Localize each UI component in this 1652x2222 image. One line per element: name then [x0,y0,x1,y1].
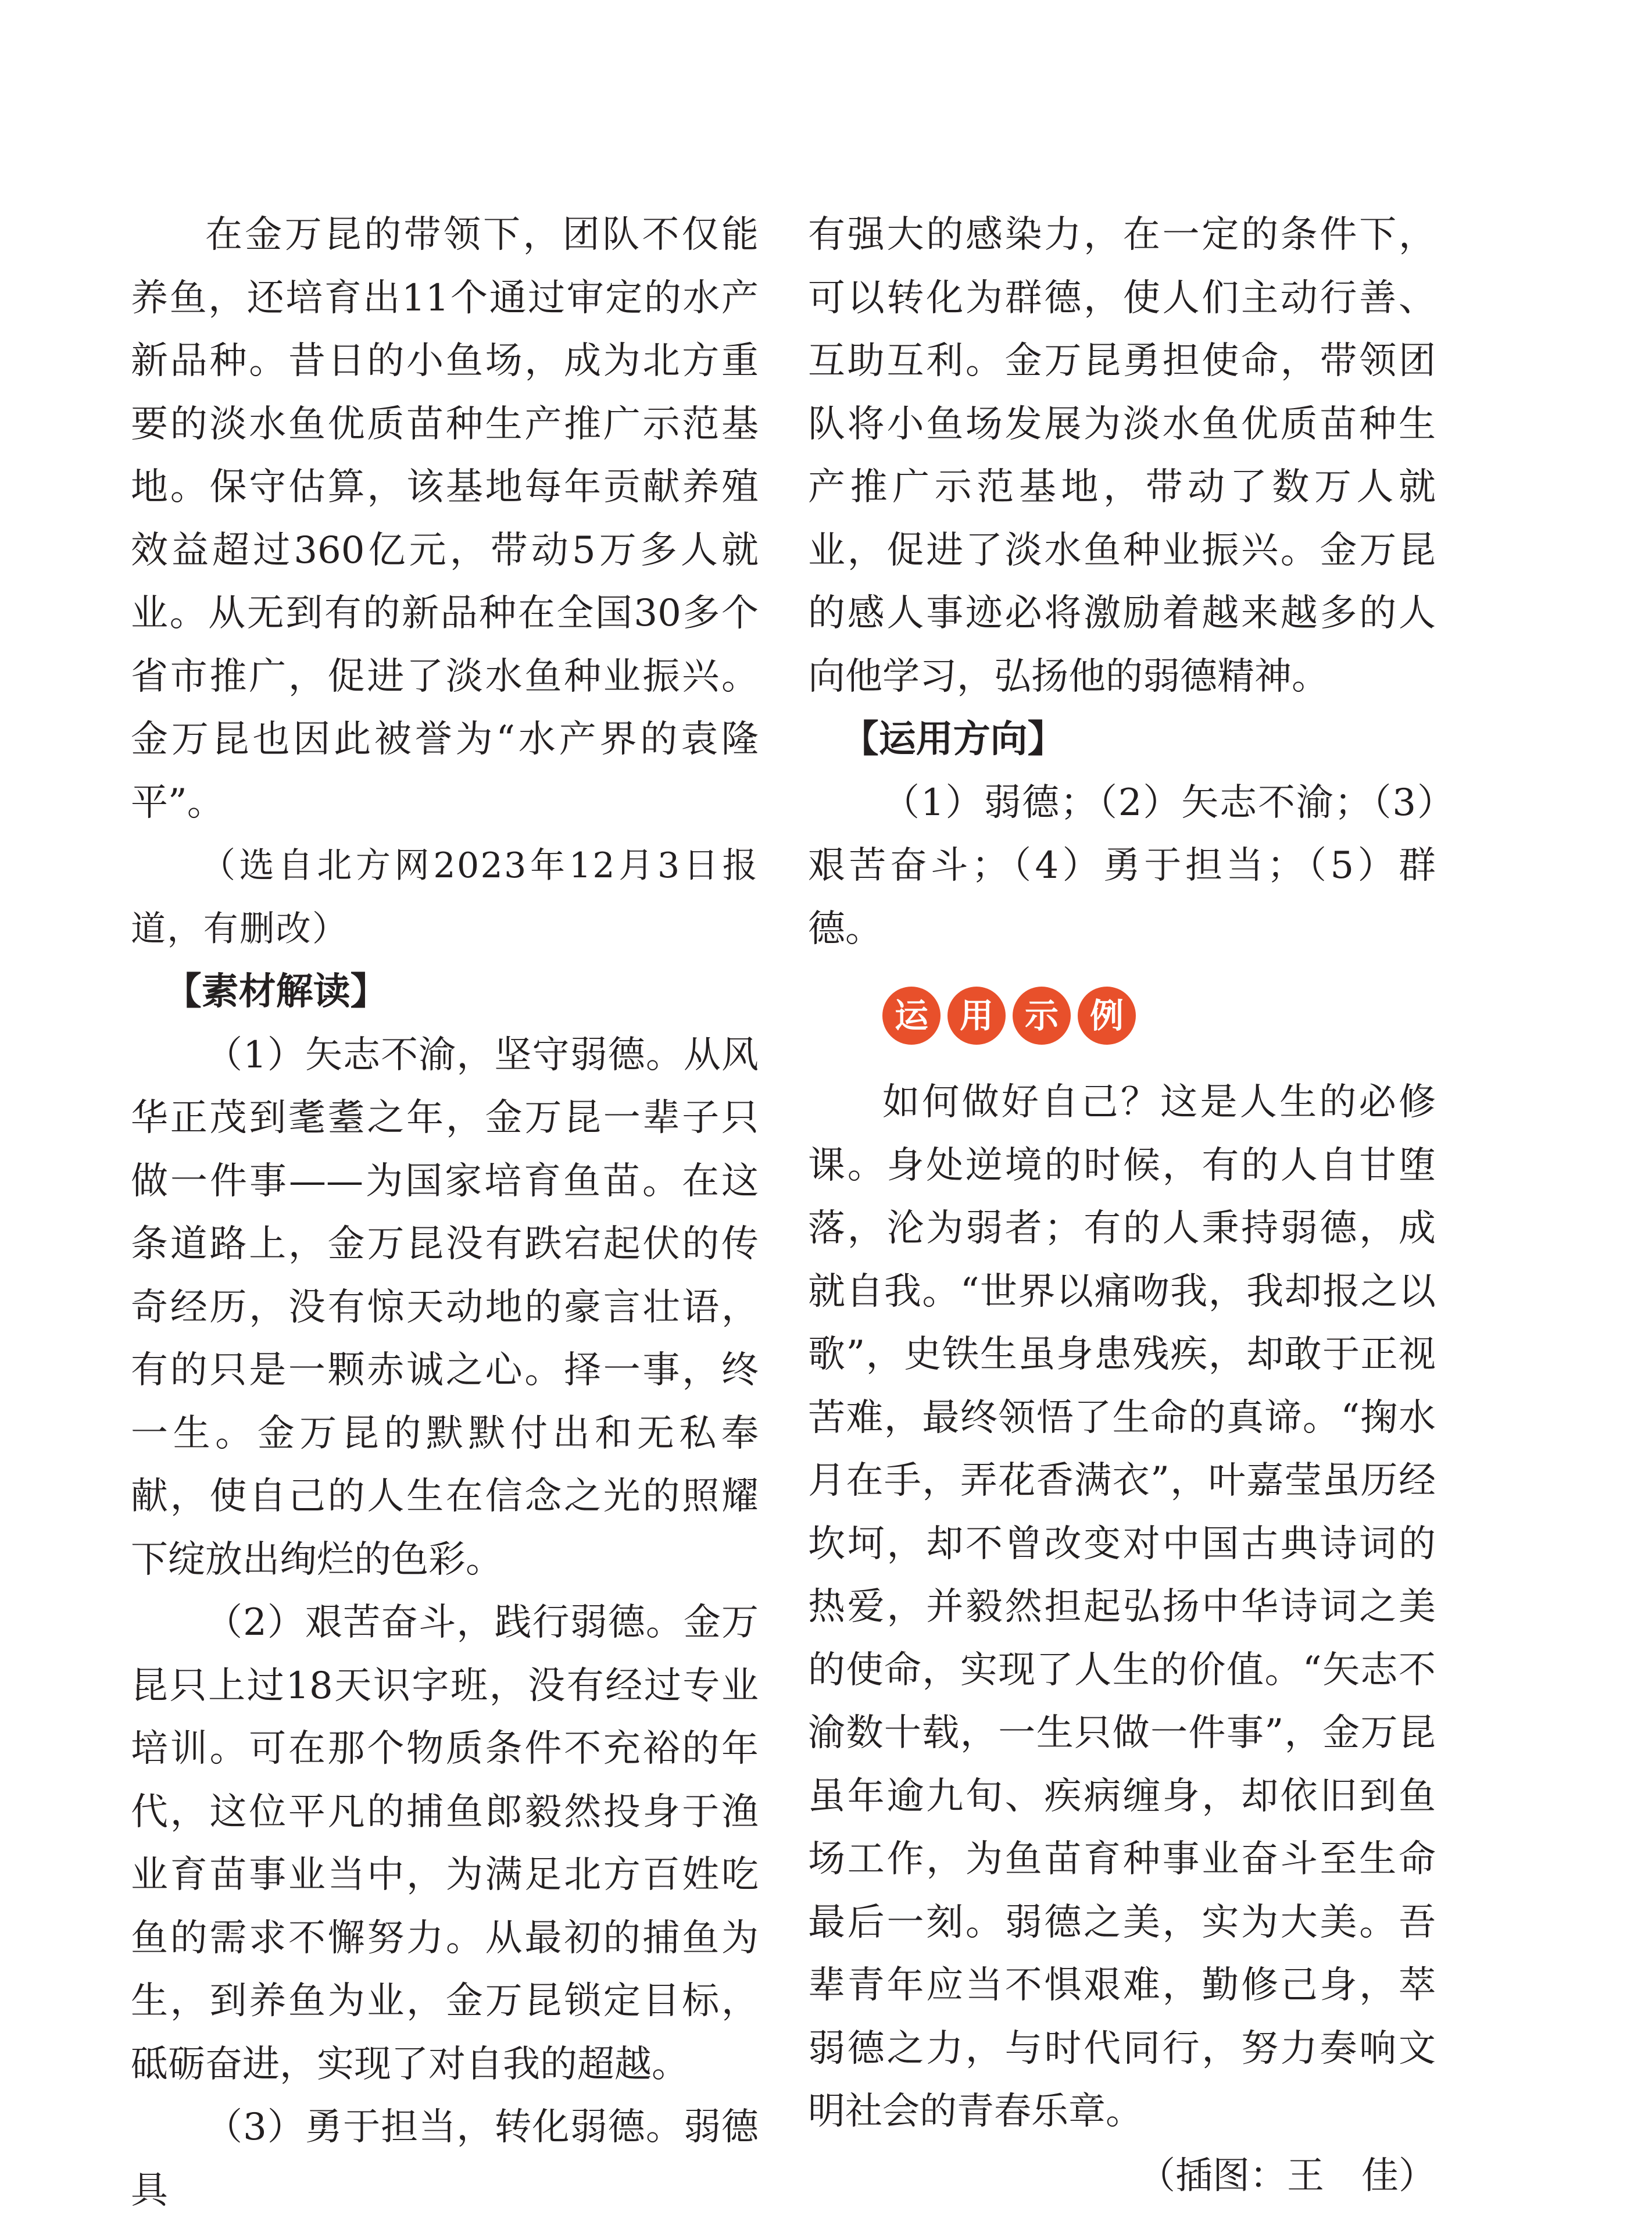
badge-char-1: 运 [882,987,941,1045]
application-direction-heading: 【运用方向】 [841,717,1065,761]
badge-char-2: 用 [947,987,1006,1045]
source-citation: （选自北方网2023年12月3日报道，有删改） [131,845,759,949]
left-column [131,203,759,2222]
usage-example-paragraph: 如何做好自己？这是人生的必修课。身处逆境的时候，有的人自甘堕落，沦为弱者；有的人秉持弱德，成就自我。“世界以痛吻我，我却报之以歌”，史铁生虽身患残疾，却敢于正视苦难，最终领悟了生命的真谛。“掬水月在手，弄花香满衣”，叶嘉莹虽历经坎坷，却不曾改变对中国古典诗词的热爱，并毅然担起弘扬中华诗词之美的使命，实现了人生的价值。“矢志不渝数十载，一生只做一件事”，金万昆虽年逾九旬、疾病缠身，却依旧到鱼场工作，为鱼苗育种事业奋斗至生命最后一刻。弱德之美，实为大美。吾辈青年应当不惧艰难，勤修己身，萃弱德之力，与时代同行，努力奏响文明社会的青春乐章。 [808,1081,1436,2133]
interpretation-point-3-continued: 有强大的感染力，在一定的条件下，可以转化为群德，使人们主动行善、互助互利。金万昆勇担使命，带领团队将小鱼场发展为淡水鱼优质苗种生产推广示范基地，带动了数万人就业，促进了淡水鱼种业振兴。金万昆的感人事迹必将激励着越来越多的人向他学习，弘扬他的弱德精神。 [808,213,1436,698]
interpretation-point-1: （1）矢志不渝，坚守弱德。从风华正茂到耄耋之年，金万昆一辈子只做一件事——为国家培育鱼苗。在这条道路上，金万昆没有跌宕起伏的传奇经历，没有惊天动地的豪言壮语，有的只是一颗赤诚之心。择一事，终一生。金万昆的默默付出和无私奉献，使自己的人生在信念之光的照耀下绽放出绚烂的色彩。 [131,1033,759,1581]
badge-char-4: 例 [1078,987,1136,1045]
right-column [808,203,1436,2207]
illustration-credit: （插图：王 佳） [1138,2154,1436,2198]
application-directions-list: （1）弱德；（2）矢志不渝；（3）艰苦奋斗；（4）勇于担当；（5）群德。 [808,781,1436,951]
story-paragraph: 在金万昆的带领下，团队不仅能养鱼，还培育出11个通过审定的水产新品种。昔日的小鱼场，成为北方重要的淡水鱼优质苗种生产推广示范基地。保守估算，该基地每年贡献养殖效益超过360亿元，带动5万多人就业。从无到有的新品种在全国30多个省市推广，促进了淡水鱼种业振兴。金万昆也因此被誉为“水产界的袁隆平”。 [131,213,759,824]
material-interpretation-heading: 【素材解读】 [164,970,388,1013]
usage-example-badge-row [808,960,1436,1071]
interpretation-point-3-start: （3）勇于担当，转化弱德。弱德具 [131,2106,759,2212]
interpretation-point-2: （2）艰苦奋斗，践行弱德。金万昆只上过18天识字班，没有经过专业培训。可在那个物质条件不充裕的年代，这位平凡的捕鱼郎毅然投身于渔业育苗事业当中，为满足北方百姓吃鱼的需求不懈努力。从最初的捕鱼为生，到养鱼为业，金万昆锁定目标，砥砺奋进，实现了对自我的超越。 [131,1601,759,2086]
badge-char-3: 示 [1013,987,1071,1045]
